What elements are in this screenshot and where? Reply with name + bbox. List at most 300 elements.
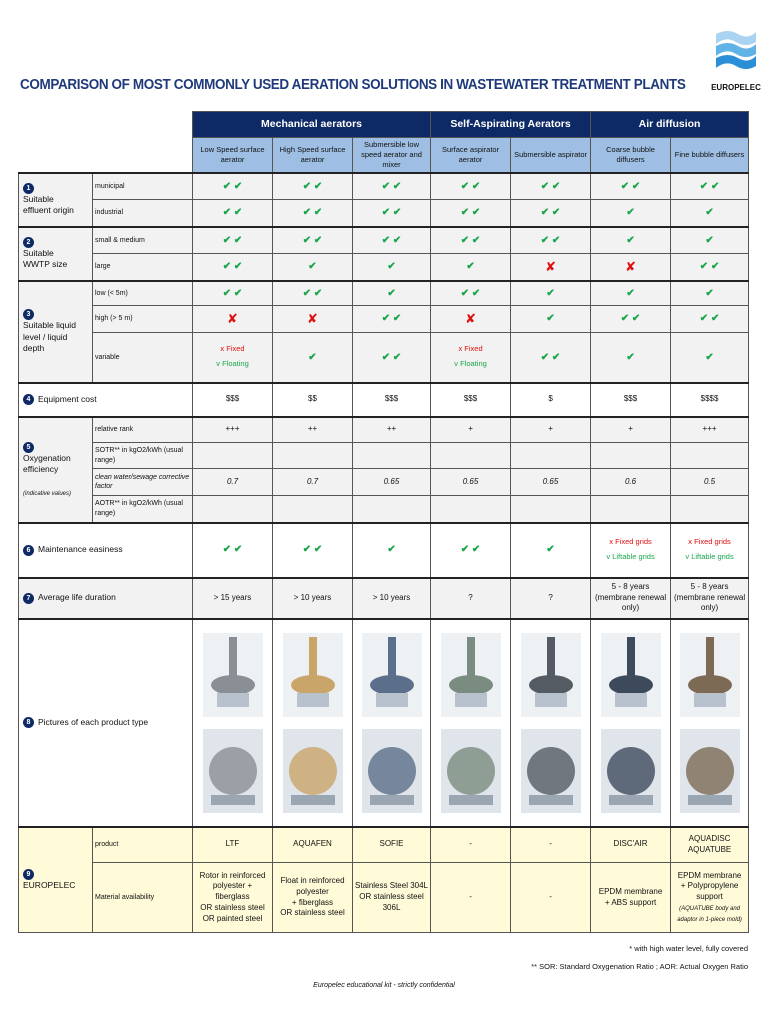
product-photo-icon [676, 629, 744, 721]
row-group-label [19, 281, 93, 383]
table-cell [431, 523, 511, 578]
table-cell [671, 469, 749, 496]
table-row [19, 281, 749, 306]
check-icon: ✔ ✔ [540, 207, 561, 218]
check-icon: ✔ [546, 287, 555, 299]
number-badge: 9 [23, 869, 34, 880]
table-row [19, 827, 749, 863]
group-header: Mechanical aerators [193, 112, 431, 138]
table-cell [511, 417, 591, 443]
cell-line [593, 887, 668, 898]
cell-text: 0.65 [542, 476, 559, 486]
table-cell [671, 443, 749, 469]
table-cell [511, 496, 591, 523]
check-icon: ✔ ✔ [222, 544, 243, 556]
cell-text: EPDM membrane [598, 886, 663, 896]
table-cell [671, 200, 749, 227]
cell-text: 0.6 [624, 476, 637, 486]
table-cell [511, 383, 591, 417]
table-cell [353, 173, 431, 200]
table-cell [671, 523, 749, 578]
cell-text: OR stainless steel [200, 902, 265, 912]
cell-line [195, 359, 270, 370]
footnote-1: * with high water level, fully covered [629, 944, 748, 953]
table-cell [671, 173, 749, 200]
cell-line [275, 876, 350, 898]
check-icon: ✔ [308, 261, 317, 272]
row-sub-label: high (> 5 m) [93, 306, 193, 333]
table-cell [431, 173, 511, 200]
check-icon: ✔ ✔ [302, 544, 323, 556]
wave-logo-icon [712, 28, 760, 76]
table-cell [273, 578, 353, 619]
row-sub-label: AOTR** in kgO2/kWh (usual range) [93, 496, 193, 523]
product-photo-icon [517, 629, 585, 721]
check-icon: ✔ [308, 351, 317, 363]
check-icon: ✔ [626, 287, 635, 299]
table-cell [511, 578, 591, 619]
table-cell [353, 383, 431, 417]
cell-text: Float in reinforced polyester [280, 875, 345, 896]
table-cell [273, 333, 353, 383]
cell-text: 0.7 [306, 476, 319, 486]
cell-text: + [548, 424, 553, 434]
group-label: Suitable effluent origin [23, 193, 74, 216]
column-header: Surface aspirator aerator [431, 138, 511, 173]
cell-text: (membrane renewal only) [594, 592, 667, 613]
cell-text: OR stainless steel [280, 908, 345, 918]
table-row [19, 863, 749, 933]
table-cell [511, 333, 591, 383]
table-row [19, 173, 749, 200]
cell-text: OR painted steel [202, 913, 263, 923]
table-cell [353, 827, 431, 863]
cell-text: $ [548, 394, 553, 404]
cell-line [673, 537, 746, 548]
table-cell [671, 333, 749, 383]
group-label: Maintenance easiness [38, 544, 123, 555]
table-cell [431, 443, 511, 469]
table-cell [591, 443, 671, 469]
cell-text: $$$ [225, 394, 240, 404]
product-photo-icon [517, 725, 585, 817]
product-photo-icon [676, 725, 744, 817]
cell-line [195, 871, 270, 882]
check-icon: ✔ ✔ [381, 234, 402, 246]
cell-line [593, 552, 668, 563]
cell-line [673, 834, 746, 845]
column-header: Submersible aspirator [511, 138, 591, 173]
group-header: Self-Aspirating Aerators [431, 112, 591, 138]
product-photo-icon [437, 629, 505, 721]
check-icon: ✔ ✔ [381, 351, 402, 363]
product-picture-cell [431, 619, 511, 827]
table-cell [591, 469, 671, 496]
check-icon: ✔ ✔ [460, 544, 481, 556]
cell-text: - [549, 892, 552, 902]
cell-text: ++ [386, 424, 397, 434]
table-row [19, 469, 749, 496]
cell-text: $$ [308, 394, 317, 404]
row-sub-label: Material availability [93, 863, 193, 933]
table-cell [671, 496, 749, 523]
table-cell [193, 417, 273, 443]
table-cell [353, 306, 431, 333]
check-icon: ✔ ✔ [460, 180, 481, 192]
product-picture-cell [511, 619, 591, 827]
check-icon: ✔ ✔ [222, 234, 243, 246]
table-cell [671, 863, 749, 933]
table-cell [671, 254, 749, 281]
cross-icon: ✘ [227, 311, 238, 327]
check-label: v Liftable grids [685, 552, 734, 561]
product-picture-cell [671, 619, 749, 827]
table-cell [193, 173, 273, 200]
number-badge: 6 [23, 545, 34, 556]
table-cell [273, 469, 353, 496]
cell-text: SOFIE [379, 839, 404, 849]
table-cell [511, 227, 591, 254]
cell-text: (AQUATUBE body and adaptor in 1-piece mold) [677, 905, 742, 923]
cell-line [673, 582, 746, 593]
row-sub-label: small & medium [93, 227, 193, 254]
row-sub-label: low (< 5m) [93, 281, 193, 306]
cell-text: + fiberglass [291, 897, 334, 907]
table-cell [591, 281, 671, 306]
table-cell [193, 254, 273, 281]
cell-text: $$$ [463, 394, 478, 404]
table-cell [353, 523, 431, 578]
table-cell [431, 306, 511, 333]
check-icon: ✔ [626, 351, 635, 363]
number-badge: 2 [23, 237, 34, 248]
table-cell [591, 383, 671, 417]
cell-text: $$$$ [700, 394, 719, 404]
row-group-label [19, 523, 193, 578]
table-cell [193, 578, 273, 619]
check-icon: ✔ ✔ [460, 287, 481, 299]
cell-text: AQUATUBE [687, 844, 732, 854]
group-note: (indicative values) [23, 490, 72, 497]
cell-line [355, 892, 428, 914]
check-icon: ✔ ✔ [222, 287, 243, 299]
table-cell [273, 227, 353, 254]
cell-line [195, 903, 270, 914]
check-icon: ✔ ✔ [302, 207, 323, 218]
cell-text: 5 - 8 years [611, 581, 650, 591]
product-picture-cell [273, 619, 353, 827]
table-cell [273, 173, 353, 200]
cell-text: 5 - 8 years [690, 581, 729, 591]
check-icon: ✔ ✔ [699, 180, 720, 192]
row-group-label [19, 417, 93, 523]
column-header: Coarse bubble diffusers [591, 138, 671, 173]
cell-text: +++ [702, 424, 717, 434]
table-cell [671, 306, 749, 333]
check-icon: ✔ [546, 544, 555, 556]
column-header: Submersible low speed aerator and mixer [353, 138, 431, 173]
table-cell [591, 333, 671, 383]
cell-text: - [549, 839, 552, 849]
group-header: Air diffusion [591, 112, 749, 138]
page-title: COMPARISON OF MOST COMMONLY USED AERATION SOLUTIONS IN WASTEWATER TREATMENT PLANTS [20, 77, 686, 93]
number-badge: 3 [23, 309, 34, 320]
table-cell [193, 383, 273, 417]
check-icon: ✔ ✔ [302, 287, 323, 299]
product-photo-icon [199, 725, 267, 817]
cell-text: + [628, 424, 633, 434]
column-header: Fine bubble diffusers [671, 138, 749, 173]
table-row [19, 227, 749, 254]
cell-text: +++ [225, 424, 240, 434]
table-cell [273, 523, 353, 578]
table-cell [273, 496, 353, 523]
cell-line [673, 881, 746, 903]
check-icon: ✔ ✔ [620, 180, 641, 192]
row-group-label [19, 578, 193, 619]
cell-text: EPDM membrane [677, 870, 742, 880]
table-row [19, 200, 749, 227]
table-row [19, 619, 749, 827]
table-cell [591, 173, 671, 200]
table-cell [511, 827, 591, 863]
table-cell [353, 496, 431, 523]
cell-line [355, 881, 428, 892]
table-cell [193, 200, 273, 227]
product-picture-cell [193, 619, 273, 827]
cell-line [673, 845, 746, 856]
cell-text: - [469, 839, 472, 849]
group-label: Suitable liquid level / liquid depth [23, 320, 76, 353]
table-cell [273, 863, 353, 933]
cell-text: polyester + fiberglass [212, 881, 253, 902]
group-label: Average life duration [38, 592, 116, 603]
check-icon: ✔ [387, 261, 396, 272]
table-row [19, 333, 749, 383]
cell-text: ? [468, 592, 473, 602]
cell-line [195, 881, 270, 903]
check-icon: ✔ ✔ [460, 234, 481, 246]
table-cell [193, 281, 273, 306]
cell-text: + ABS support [604, 897, 657, 907]
check-label: v Floating [216, 359, 249, 369]
table-cell [511, 281, 591, 306]
check-icon: ✔ ✔ [540, 234, 561, 246]
check-icon: ✔ [705, 287, 714, 299]
table-cell [591, 523, 671, 578]
table-cell [671, 417, 749, 443]
cell-text: OR stainless steel 306L [359, 892, 424, 912]
cell-text: ? [548, 592, 553, 602]
table-cell [431, 333, 511, 383]
table-cell [511, 173, 591, 200]
cell-line [195, 914, 270, 925]
product-photo-icon [597, 629, 665, 721]
cell-text: Stainless Steel 304L [355, 881, 428, 891]
table-cell [273, 417, 353, 443]
cell-line [673, 871, 746, 882]
cell-line [275, 898, 350, 909]
table-cell [353, 281, 431, 306]
table-cell [431, 281, 511, 306]
row-sub-label: product [93, 827, 193, 863]
table-cell [431, 863, 511, 933]
number-badge: 8 [23, 717, 34, 728]
row-sub-label: industrial [93, 200, 193, 227]
cell-line [433, 344, 508, 355]
table-cell [193, 306, 273, 333]
number-badge: 5 [23, 442, 34, 453]
cell-line [275, 908, 350, 919]
cell-text: + Polypropylene support [680, 881, 739, 902]
cell-line [195, 344, 270, 355]
product-photo-icon [597, 725, 665, 817]
cell-text: 0.7 [226, 476, 239, 486]
table-cell [511, 306, 591, 333]
cell-text: 0.65 [383, 476, 400, 486]
column-header: High Speed surface aerator [273, 138, 353, 173]
check-icon: ✔ ✔ [699, 313, 720, 325]
table-row [19, 306, 749, 333]
table-cell [431, 578, 511, 619]
check-icon: ✔ ✔ [381, 180, 402, 192]
table-cell [431, 827, 511, 863]
row-group-label [19, 173, 93, 227]
check-icon: ✔ [705, 351, 714, 363]
table-cell [511, 200, 591, 227]
product-photo-icon [358, 629, 426, 721]
cell-line [673, 593, 746, 615]
cross-icon: ✘ [545, 258, 556, 274]
table-cell [671, 227, 749, 254]
table-cell [431, 469, 511, 496]
group-label: Pictures of each product type [38, 716, 149, 727]
cell-line [593, 582, 668, 593]
table-cell [431, 496, 511, 523]
table-cell [591, 827, 671, 863]
table-cell [193, 496, 273, 523]
table-cell [511, 523, 591, 578]
cell-text: (membrane renewal only) [673, 592, 746, 613]
table-cell [671, 281, 749, 306]
table-cell [591, 863, 671, 933]
check-label: v Liftable grids [606, 552, 655, 561]
europelec-logo [712, 28, 760, 92]
check-icon: ✔ ✔ [222, 180, 243, 192]
table-cell [273, 827, 353, 863]
table-cell [511, 254, 591, 281]
cell-text: > 15 years [213, 592, 252, 602]
table-cell [273, 254, 353, 281]
table-row [19, 523, 749, 578]
row-sub-label: large [93, 254, 193, 281]
cell-text: + [468, 424, 473, 434]
group-label: Oxygenation efficiency [23, 452, 71, 475]
table-cell [591, 227, 671, 254]
table-row [19, 443, 749, 469]
cell-text: DISC'AIR [613, 839, 648, 849]
table-row [19, 383, 749, 417]
table-cell [273, 281, 353, 306]
check-label: v Floating [454, 359, 487, 369]
check-icon: ✔ ✔ [302, 180, 323, 192]
table-cell [353, 254, 431, 281]
cell-text: $$$ [384, 394, 399, 404]
check-icon: ✔ [626, 234, 635, 246]
cell-text: > 10 years [372, 592, 411, 602]
cross-icon: ✘ [465, 311, 476, 327]
row-group-label [19, 827, 93, 933]
cross-icon: ✘ [307, 311, 318, 327]
table-cell [431, 383, 511, 417]
check-icon: ✔ [387, 287, 396, 299]
check-icon: ✔ ✔ [699, 261, 720, 272]
confidential-note: Europelec educational kit - strictly confidential [313, 982, 455, 989]
table-cell [431, 200, 511, 227]
table-cell [353, 227, 431, 254]
table-cell [273, 200, 353, 227]
table-cell [431, 254, 511, 281]
product-photo-icon [358, 725, 426, 817]
cell-line [593, 593, 668, 615]
row-sub-label: SOTR** in kgO2/kWh (usual range) [93, 443, 193, 469]
product-picture-cell [591, 619, 671, 827]
cell-text: LTF [225, 839, 240, 849]
product-photo-icon [279, 725, 347, 817]
cell-line [593, 898, 668, 909]
check-icon: ✔ ✔ [381, 207, 402, 218]
blank-cell [19, 138, 193, 173]
table-cell [431, 417, 511, 443]
table-cell [273, 306, 353, 333]
table-cell [193, 523, 273, 578]
table-cell [353, 333, 431, 383]
cell-text: AQUAFEN [293, 839, 332, 849]
table-cell [591, 254, 671, 281]
group-label: Suitable WWTP size [23, 247, 68, 270]
product-photo-icon [437, 725, 505, 817]
check-icon: ✔ ✔ [302, 234, 323, 246]
table-cell [353, 578, 431, 619]
check-icon: ✔ [387, 544, 396, 556]
table-cell [193, 443, 273, 469]
cell-text: $$$ [623, 394, 638, 404]
table-row [19, 417, 749, 443]
table-cell [671, 827, 749, 863]
table-cell [591, 306, 671, 333]
table-cell [511, 863, 591, 933]
table-cell [671, 383, 749, 417]
check-icon: ✔ [705, 234, 714, 246]
row-sub-label: municipal [93, 173, 193, 200]
row-sub-label: clean water/sewage corrective factor [93, 469, 193, 496]
cell-text: > 10 years [293, 592, 332, 602]
header-group-row [19, 112, 749, 138]
group-label: EUROPELEC [23, 879, 76, 890]
cell-line [593, 537, 668, 548]
table-cell [591, 578, 671, 619]
number-badge: 7 [23, 593, 34, 604]
cell-line [673, 903, 746, 925]
cross-label: x Fixed [220, 344, 245, 354]
cell-text: AQUADISC [688, 833, 731, 843]
check-icon: ✔ ✔ [222, 261, 243, 272]
table-cell [431, 227, 511, 254]
product-picture-cell [353, 619, 431, 827]
check-icon: ✔ [626, 207, 635, 218]
table-cell [273, 383, 353, 417]
table-cell [591, 417, 671, 443]
